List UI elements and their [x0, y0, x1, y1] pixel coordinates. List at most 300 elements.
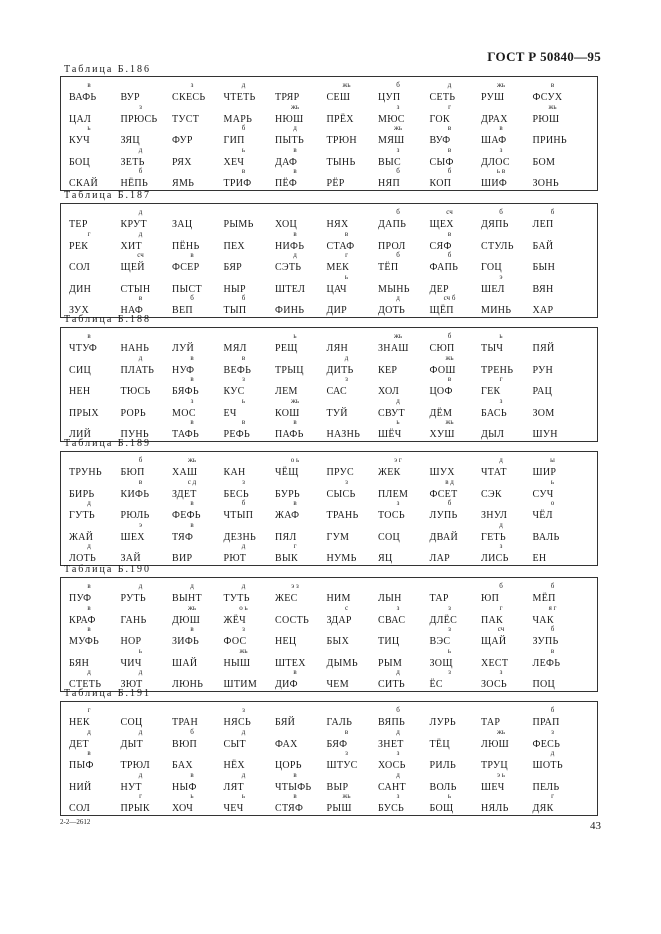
word: ЗУПЬ — [532, 636, 559, 647]
word: РЫМЬ — [223, 219, 254, 230]
word: ЩЁП — [429, 305, 454, 316]
word: ГУМ — [326, 531, 350, 543]
variant-mark: жь — [393, 332, 403, 340]
table-title: Таблица Б.191 — [64, 688, 152, 699]
variant-mark: д — [87, 542, 91, 550]
variant-mark: э г — [394, 456, 402, 464]
variant-mark: в — [447, 375, 452, 383]
word: ЗЯЦ — [120, 135, 140, 146]
variant-mark: б — [138, 456, 143, 464]
word: ПЫТЬ — [275, 135, 304, 146]
table-cell — [531, 332, 591, 354]
word: ДОТЬ — [378, 305, 406, 316]
variant-mark: з — [242, 706, 245, 714]
variant-mark: в — [344, 229, 349, 238]
word: НИМ — [326, 593, 351, 604]
variant-mark: г — [551, 792, 554, 800]
word: ЩЕЙ — [120, 262, 145, 273]
word: КАН — [223, 467, 246, 478]
variant-mark: д — [87, 727, 91, 736]
word: НИФЬ — [275, 240, 305, 252]
word: НЕН — [69, 386, 91, 397]
variant-mark: в — [293, 668, 297, 676]
variant-mark: жь — [548, 102, 557, 111]
variant-mark: д — [499, 520, 503, 529]
variant-mark: с д — [187, 477, 197, 486]
variant-mark: ь — [344, 272, 349, 281]
word: ЛУПЬ — [429, 510, 458, 521]
word: ЦАЧ — [326, 283, 347, 295]
table-cell — [531, 251, 591, 273]
word: САС — [326, 386, 347, 397]
word: ТАР — [429, 593, 449, 604]
table-row — [61, 230, 597, 252]
word: ФОС — [223, 636, 247, 647]
word: ТРУЦ — [481, 760, 508, 771]
word: ФЕФЬ — [172, 510, 201, 521]
word: ХОЛ — [378, 386, 400, 397]
word: ВЫС — [378, 156, 401, 168]
variant-mark: жь — [445, 353, 454, 362]
variant-mark: з — [345, 749, 348, 757]
word: ДРАХ — [481, 113, 508, 125]
word: ГАНЬ — [120, 614, 147, 626]
variant-mark: б — [241, 294, 246, 302]
table-title: Таблица Б.188 — [64, 314, 152, 325]
word: ХОЧ — [172, 803, 194, 814]
word: РУШ — [481, 92, 505, 103]
variant-mark: з — [242, 625, 245, 633]
word: ТРУНЬ — [69, 467, 102, 478]
word: НАФ — [120, 305, 144, 316]
variant-mark: б — [396, 208, 400, 216]
word: ВЫР — [326, 781, 349, 793]
word: НУМЬ — [326, 553, 357, 564]
word: ПАФЬ — [275, 429, 304, 440]
variant-mark: в — [241, 418, 246, 426]
variant-mark: э ь — [497, 770, 505, 779]
word: БУСЬ — [378, 803, 405, 814]
variant-mark: в — [447, 145, 452, 154]
table-row — [61, 146, 597, 168]
word: ЧТЫП — [223, 510, 254, 521]
table-row — [61, 771, 597, 793]
word: ЛАР — [429, 553, 450, 564]
word: ШОТЬ — [532, 760, 563, 771]
variant-mark: сч — [137, 251, 144, 259]
word: НОР — [120, 636, 142, 647]
word: ЖЕК — [378, 467, 401, 478]
variant-mark: д — [241, 81, 246, 89]
word: ЧТЫФЬ — [275, 781, 312, 793]
word: СИТЬ — [378, 679, 405, 690]
word: ЗДЕТ — [172, 488, 197, 500]
table-row — [61, 208, 597, 230]
word: БЯЙ — [275, 717, 296, 728]
word: ТЁП — [378, 262, 399, 273]
table-row — [61, 668, 597, 690]
word: ДЛОС — [481, 156, 510, 168]
table-row — [61, 354, 597, 376]
variant-mark: э з — [291, 582, 299, 590]
word: ЩЕХ — [429, 219, 454, 230]
word: ЗЕТЬ — [120, 156, 145, 168]
table-cell — [531, 668, 591, 690]
word: НЯСЬ — [223, 717, 252, 728]
word: ШТИМ — [223, 679, 258, 690]
word: ДЕР — [429, 283, 449, 295]
word: БЫН — [532, 262, 556, 273]
variant-mark: в — [138, 477, 143, 486]
table-cell — [531, 167, 591, 189]
word: РЮТ — [223, 553, 247, 564]
table-cell — [531, 294, 591, 316]
variant-mark: б — [499, 582, 503, 590]
word: РЮШ — [532, 113, 560, 125]
word: СОЛ — [69, 803, 91, 814]
word: ФСЕТ — [429, 488, 458, 500]
variant-mark: в — [87, 582, 91, 590]
word: МУФЬ — [69, 636, 100, 647]
variant-mark: ь — [447, 646, 452, 655]
variant-mark: г — [87, 229, 91, 238]
variant-mark: в — [293, 499, 297, 507]
variant-mark: з — [448, 603, 451, 612]
variant-mark: з — [396, 603, 400, 612]
word: НЮШ — [275, 113, 304, 125]
variant-mark: жь — [342, 81, 351, 89]
word: ШУН — [532, 429, 558, 440]
word: ДИТЬ — [326, 364, 354, 376]
word: ЮП — [481, 593, 500, 604]
word: ЛЯН — [326, 343, 349, 354]
variant-mark: з — [396, 749, 400, 757]
table-cell — [531, 647, 591, 669]
word: ПРОЛ — [378, 240, 406, 252]
word: ТРЯР — [275, 92, 300, 103]
word: МАРЬ — [223, 113, 253, 125]
table-cell — [531, 792, 591, 814]
variant-mark: жь — [187, 603, 197, 612]
word: ЯМЬ — [172, 178, 195, 189]
word: ШЕЛ — [481, 283, 505, 295]
word: КУЧ — [69, 135, 90, 146]
word: НЕК — [69, 717, 90, 728]
variant-mark: я г — [548, 603, 557, 612]
word: БЯФЬ — [172, 386, 199, 397]
table-cell — [531, 706, 591, 728]
variant-mark: в — [293, 145, 297, 154]
variant-mark: ь — [550, 477, 555, 486]
variant-mark: б — [190, 294, 194, 302]
table-cell — [531, 146, 591, 168]
word: ЛЕМ — [275, 386, 298, 397]
word: СЭТЬ — [275, 262, 302, 273]
table-cell — [531, 542, 591, 564]
word: БЮП — [120, 467, 145, 478]
variant-mark: ь — [396, 418, 400, 426]
word: ПЁФ — [275, 178, 298, 189]
variant-mark: жь — [290, 396, 300, 405]
word: ФСЕР — [172, 262, 200, 273]
word: БАЙ — [532, 240, 554, 252]
word: ЯЦ — [378, 553, 393, 564]
table-cell — [531, 771, 591, 793]
word: ЛИЙ — [69, 429, 92, 440]
variant-mark: ь — [241, 792, 246, 800]
word: РЫМ — [378, 657, 403, 669]
word: ШИР — [532, 467, 557, 478]
word: ЗНУЛ — [481, 510, 508, 521]
variant-mark: б — [550, 582, 555, 590]
table-row — [61, 647, 597, 669]
variant-mark: б — [550, 706, 555, 714]
word: НЕЦ — [275, 636, 297, 647]
variant-mark: жь — [239, 646, 248, 655]
word: ТРЫЦ — [275, 364, 304, 376]
word: ШИФ — [481, 178, 508, 189]
variant-mark: д — [396, 770, 400, 779]
word: ДВАЙ — [429, 531, 459, 543]
variant-mark: д — [190, 582, 194, 590]
word: ЛЫН — [378, 593, 402, 604]
word: ФИНЬ — [275, 305, 305, 316]
table-cell — [531, 124, 591, 146]
word: СКЕСЬ — [172, 92, 206, 103]
variant-mark: жь — [187, 456, 197, 464]
table-cell — [531, 375, 591, 397]
table-cell — [531, 728, 591, 750]
word: СОСТЬ — [275, 614, 310, 626]
word: РАЦ — [532, 386, 553, 397]
variant-mark: з — [345, 375, 348, 383]
variant-mark: о ь — [239, 603, 248, 612]
word: ЧЕЧ — [223, 803, 244, 814]
variant-mark: з — [396, 145, 400, 154]
variant-mark: д — [138, 145, 143, 154]
variant-mark: ь — [241, 396, 246, 405]
variant-mark: з — [242, 375, 245, 383]
variant-mark: в — [190, 625, 194, 633]
word: ПОЦ — [532, 679, 556, 690]
table-cell — [531, 208, 591, 230]
word: КОШ — [275, 407, 300, 419]
variant-mark: б — [241, 499, 246, 507]
word: НЫР — [223, 283, 246, 295]
variant-mark: в — [190, 375, 194, 383]
word: БЯФ — [326, 738, 348, 750]
variant-mark: з — [396, 102, 400, 111]
variant-mark: э — [499, 272, 503, 281]
word: ПЛАТЬ — [120, 364, 155, 376]
word: МИНЬ — [481, 305, 512, 316]
word: ШАЙ — [172, 657, 198, 669]
word: ЩАЙ — [481, 636, 507, 647]
word: ЧТЕТЬ — [223, 92, 256, 103]
word: РУТЬ — [120, 593, 146, 604]
table-row — [61, 521, 597, 543]
variant-mark: ь в — [496, 167, 506, 175]
table-row — [61, 397, 597, 419]
print-code: 2-2—2612 — [60, 818, 91, 826]
word: ФАПЬ — [429, 262, 459, 273]
table-row — [61, 792, 597, 814]
table-row — [61, 625, 597, 647]
variant-mark: ы — [550, 456, 555, 464]
word: ШТУС — [326, 760, 358, 771]
word: РЕФЬ — [223, 429, 251, 440]
word: ВАЛЬ — [532, 531, 560, 543]
variant-mark: в — [87, 81, 91, 89]
word: КЕР — [378, 364, 398, 376]
table-row — [61, 499, 597, 521]
word: ПРЁХ — [326, 113, 354, 125]
word: НЫФ — [172, 781, 197, 793]
word: СКАЙ — [69, 178, 98, 189]
variant-mark: г — [448, 102, 451, 111]
word: НАНЬ — [120, 343, 150, 354]
word: ГИП — [223, 135, 245, 146]
word: ФЕСЬ — [532, 738, 561, 750]
word: ВЫК — [275, 553, 298, 564]
word: МЫНЬ — [378, 283, 410, 295]
table-row — [61, 749, 597, 771]
word: КИФЬ — [120, 488, 150, 500]
word: ЛЮНЬ — [172, 679, 204, 690]
variant-mark: д — [344, 353, 349, 362]
variant-mark: г — [139, 792, 142, 800]
word: ПЁНЬ — [172, 240, 200, 252]
variant-mark: г — [499, 375, 503, 383]
variant-mark: б — [241, 124, 246, 132]
word: ХЕЧ — [223, 156, 245, 168]
word: ВЭС — [429, 636, 451, 647]
word: ХЕСТ — [481, 657, 509, 669]
table-cell — [531, 81, 591, 103]
word: ШАФ — [481, 135, 507, 146]
word-table — [60, 327, 598, 442]
variant-mark: жь — [290, 102, 300, 111]
word: МЮС — [378, 113, 405, 125]
variant-mark: в — [550, 81, 555, 89]
variant-mark: ь — [241, 145, 246, 154]
word: ЦОФ — [429, 386, 453, 397]
word: ВИР — [172, 553, 193, 564]
table-title: Таблица Б.187 — [64, 190, 152, 201]
word: ТЫЧ — [481, 343, 504, 354]
word: ТРЮН — [326, 135, 357, 146]
word: МЯШ — [378, 135, 405, 146]
variant-mark: жь — [393, 124, 403, 132]
word: ТЁЦ — [429, 738, 450, 750]
variant-mark: з — [499, 396, 503, 405]
variant-mark: в — [447, 229, 452, 238]
word: ДИФ — [275, 679, 298, 690]
table-row — [61, 294, 597, 316]
word: ПЕХ — [223, 240, 245, 252]
word: ЧЁЛ — [532, 510, 553, 521]
variant-mark: з — [499, 145, 503, 154]
variant-mark: жь — [496, 81, 506, 89]
word: ТАФЬ — [172, 429, 200, 440]
word: ЗАЦ — [172, 219, 193, 230]
word: ТИЦ — [378, 636, 400, 647]
word: БЕСЬ — [223, 488, 249, 500]
word: ЛУЙ — [172, 343, 194, 354]
word: БОЩ — [429, 803, 454, 814]
word: ЗДАР — [326, 614, 352, 626]
variant-mark: д — [138, 353, 143, 362]
variant-mark: жь — [342, 792, 351, 800]
variant-mark: б — [396, 706, 400, 714]
variant-mark: ь — [447, 792, 452, 800]
word: ВЯПЬ — [378, 717, 406, 728]
variant-mark: г — [345, 251, 348, 259]
word: ВЕП — [172, 305, 193, 316]
word: ДАПЬ — [378, 219, 407, 230]
word: СЮП — [429, 343, 455, 354]
word: СЫФ — [429, 156, 454, 168]
word: ХИТ — [120, 240, 142, 252]
word: МЁП — [532, 593, 556, 604]
variant-mark: г — [499, 603, 503, 612]
variant-mark: д — [138, 208, 143, 216]
word-table — [60, 577, 598, 692]
word: БЯН — [69, 657, 90, 669]
word: ДЛЁС — [429, 614, 458, 626]
word: ЦУП — [378, 92, 401, 103]
word: НАЗНЬ — [326, 429, 361, 440]
variant-mark: б — [447, 251, 452, 259]
word: КРАФ — [69, 614, 96, 626]
word: РЕК — [69, 240, 89, 252]
word: ДЕТ — [69, 738, 89, 750]
word: ПУНЬ — [120, 429, 149, 440]
word: НЫШ — [223, 657, 251, 669]
word: СОЦ — [120, 717, 143, 728]
variant-mark: ь — [138, 646, 143, 655]
word: СИЦ — [69, 364, 92, 376]
word: ПУФ — [69, 593, 92, 604]
word: БУРЬ — [275, 488, 300, 500]
variant-mark: з — [499, 668, 503, 676]
variant-mark: д — [396, 727, 400, 736]
word: ШУХ — [429, 467, 455, 478]
table-cell — [531, 456, 591, 478]
word: ШТЕХ — [275, 657, 306, 669]
variant-mark: д — [138, 727, 143, 736]
variant-mark: в — [87, 332, 91, 340]
word: СОЛ — [69, 262, 91, 273]
table-cell — [531, 230, 591, 252]
word: КОП — [429, 178, 452, 189]
word: НЯХ — [326, 219, 349, 230]
word: ГЕК — [481, 386, 501, 397]
word: ГЕТЬ — [481, 531, 506, 543]
word: ШТЕЛ — [275, 283, 306, 295]
variant-mark: з — [139, 102, 142, 111]
variant-mark: з — [242, 477, 245, 486]
variant-mark: д — [241, 727, 246, 736]
variant-mark: б — [550, 625, 555, 633]
variant-mark: з — [499, 542, 503, 550]
variant-mark: в — [190, 520, 194, 529]
standard-number: ГОСТ Р 50840—95 — [487, 49, 601, 64]
word: НЯП — [378, 178, 401, 189]
word: ЗОНЬ — [532, 178, 559, 189]
variant-mark: з — [551, 727, 554, 736]
word: РЮЛЬ — [120, 510, 150, 521]
